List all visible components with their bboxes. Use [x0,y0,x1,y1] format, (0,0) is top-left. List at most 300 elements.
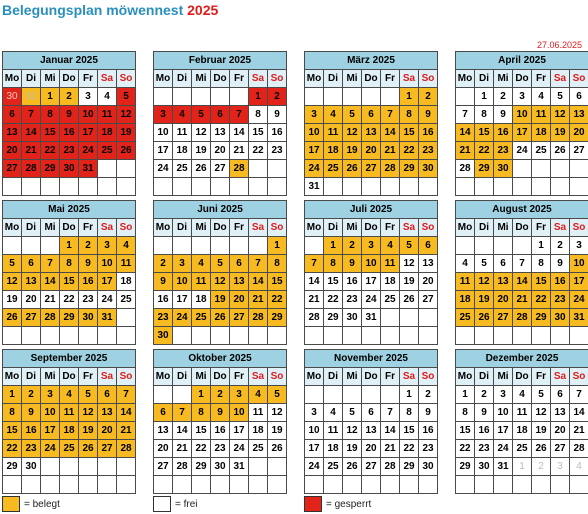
weekday-header: So [117,70,136,88]
day-cell: 8 [324,255,343,273]
day-cell: 7 [41,255,60,273]
month-header: April 2025 [456,52,588,70]
weekday-header: Fr [532,70,551,88]
empty-cell [419,178,438,196]
day-cell: 16 [268,124,287,142]
day-cell: 30 [211,458,230,476]
empty-cell [494,327,513,345]
day-cell: 14 [41,273,60,291]
empty-cell [173,237,192,255]
day-cell: 29 [456,458,475,476]
day-cell: 8 [400,106,419,124]
day-cell: 31 [494,458,513,476]
weekday-header: Mo [3,368,22,386]
day-cell: 24 [41,440,60,458]
weekday-header: Do [211,70,230,88]
day-cell: 10 [173,273,192,291]
empty-cell [494,476,513,494]
empty-cell [513,237,532,255]
weekday-header: So [268,219,287,237]
empty-cell [3,476,22,494]
day-cell: 15 [475,124,494,142]
day-cell: 17 [570,273,588,291]
weekday-header: Di [324,219,343,237]
day-cell: 9 [551,255,570,273]
weekday-header: Sa [551,219,570,237]
day-cell: 15 [192,422,211,440]
day-cell: 1 [249,88,268,106]
weekday-header: Sa [249,70,268,88]
weekday-header: Do [513,219,532,237]
empty-cell [249,476,268,494]
day-cell: 22 [192,440,211,458]
day-cell: 28 [305,309,324,327]
day-cell: 5 [475,255,494,273]
day-cell: 26 [268,440,287,458]
week-row [305,255,438,273]
day-cell: 17 [362,273,381,291]
day-cell: 25 [98,142,117,160]
empty-cell [173,178,192,196]
empty-cell [456,178,475,196]
empty-cell [211,178,230,196]
day-cell: 11 [173,124,192,142]
day-cell: 6 [98,386,117,404]
day-cell: 9 [154,273,173,291]
day-cell: 14 [173,422,192,440]
empty-cell [268,160,287,178]
day-cell: 31 [362,309,381,327]
week-row [3,273,136,291]
day-cell: 7 [117,386,136,404]
weekday-header: Fr [230,70,249,88]
weekday-header: So [268,368,287,386]
empty-cell [249,327,268,345]
day-cell: 12 [79,404,98,422]
empty-cell [3,237,22,255]
empty-cell [154,386,173,404]
day-cell: 27 [419,291,438,309]
day-cell: 28 [230,160,249,178]
weekday-header: Di [22,368,41,386]
day-cell: 5 [117,88,136,106]
week-row [3,160,136,178]
day-cell: 21 [230,142,249,160]
day-cell: 18 [513,422,532,440]
day-cell: 16 [343,273,362,291]
day-cell: 6 [419,237,438,255]
weekday-header: Fr [230,368,249,386]
weekday-header: Di [173,70,192,88]
weekday-header: Fr [532,368,551,386]
month-calendar [455,51,588,196]
day-cell: 13 [154,422,173,440]
day-cell: 5 [343,106,362,124]
day-cell: 17 [494,422,513,440]
empty-cell [324,476,343,494]
day-cell: 11 [117,255,136,273]
weekday-header: So [268,70,287,88]
weekday-header: Fr [381,368,400,386]
weekday-header: So [570,368,588,386]
empty-cell [211,327,230,345]
weekday-header: Mi [192,70,211,88]
day-cell: 24 [305,160,324,178]
day-cell: 20 [570,124,588,142]
day-cell: 5 [343,404,362,422]
day-cell: 19 [475,291,494,309]
day-cell: 1 [3,386,22,404]
day-cell: 21 [305,291,324,309]
day-cell: 22 [324,291,343,309]
day-cell: 7 [513,255,532,273]
week-row [3,458,136,476]
day-cell: 13 [3,124,22,142]
title-text: Belegungsplan möwennest [2,2,184,18]
weekday-header: Mi [343,368,362,386]
empty-cell [532,327,551,345]
day-cell: 13 [230,273,249,291]
day-cell: 8 [60,255,79,273]
week-row [456,386,588,404]
day-cell: 18 [192,291,211,309]
week-row [305,458,438,476]
day-cell: 11 [381,255,400,273]
day-cell: 30 [419,160,438,178]
day-cell: 2 [154,255,173,273]
day-cell: 13 [362,124,381,142]
weekday-header: Sa [551,368,570,386]
day-cell: 19 [117,124,136,142]
day-cell: 28 [381,458,400,476]
weekday-header: Do [362,219,381,237]
day-cell: 14 [230,124,249,142]
day-cell: 28 [513,309,532,327]
empty-cell [381,327,400,345]
day-cell: 1 [192,386,211,404]
day-cell: 6 [570,88,588,106]
day-cell: 28 [249,309,268,327]
day-cell: 16 [419,422,438,440]
day-cell: 21 [22,142,41,160]
day-cell: 16 [551,273,570,291]
day-cell: 4 [117,237,136,255]
weekday-header: Sa [400,219,419,237]
empty-cell [324,88,343,106]
day-cell: 4 [249,386,268,404]
weekday-header: Do [60,219,79,237]
day-cell: 24 [570,291,588,309]
month-header: Januar 2025 [3,52,136,70]
weekday-header: Mi [494,368,513,386]
week-row [154,404,287,422]
day-cell: 21 [249,291,268,309]
weekday-header: Sa [400,368,419,386]
empty-cell [381,88,400,106]
day-cell: 16 [79,273,98,291]
empty-cell [249,458,268,476]
day-cell: 25 [249,440,268,458]
empty-cell [419,309,438,327]
day-cell: 7 [381,106,400,124]
empty-cell [343,327,362,345]
month-calendar [2,51,136,196]
empty-cell [532,178,551,196]
week-row [154,440,287,458]
empty-cell [475,327,494,345]
day-cell: 17 [154,142,173,160]
day-cell: 16 [419,124,438,142]
day-cell: 27 [570,142,588,160]
weekday-header: Sa [98,70,117,88]
weekday-header: Di [475,219,494,237]
empty-cell [192,327,211,345]
day-cell: 3 [551,458,570,476]
month-calendar [153,51,287,196]
week-row [456,273,588,291]
empty-cell [41,327,60,345]
weekday-header: Mi [41,368,60,386]
day-cell: 3 [494,386,513,404]
week-row [154,422,287,440]
weekday-header: Fr [532,219,551,237]
day-cell: 20 [98,422,117,440]
empty-cell [324,178,343,196]
weekday-header: Do [513,70,532,88]
empty-cell [362,386,381,404]
empty-cell [362,476,381,494]
week-row [456,160,588,178]
day-cell: 29 [475,160,494,178]
day-cell: 6 [230,255,249,273]
empty-cell [324,327,343,345]
empty-cell [305,476,324,494]
empty-cell [79,476,98,494]
weekday-header: Fr [381,70,400,88]
weekday-header: Mo [305,70,324,88]
day-cell: 7 [381,404,400,422]
empty-cell [249,178,268,196]
week-row [305,291,438,309]
month-header: März 2025 [305,52,438,70]
weekday-header: So [570,70,588,88]
day-cell: 25 [173,160,192,178]
empty-cell [192,88,211,106]
day-cell: 17 [79,124,98,142]
week-row [3,124,136,142]
day-cell: 8 [400,404,419,422]
day-cell: 22 [3,440,22,458]
legend-belegt [2,495,60,513]
day-cell: 28 [456,160,475,178]
day-cell: 27 [551,440,570,458]
empty-cell [41,476,60,494]
weekday-header: Do [60,70,79,88]
empty-cell [570,327,588,345]
day-cell: 13 [551,404,570,422]
day-cell: 5 [79,386,98,404]
month-calendar [153,200,287,345]
day-cell: 21 [117,422,136,440]
day-cell: 23 [419,440,438,458]
weekday-header: Di [22,70,41,88]
weekday-header: Di [22,219,41,237]
weekday-header: Fr [230,219,249,237]
day-cell: 16 [494,124,513,142]
day-cell: 19 [192,142,211,160]
legend-swatch-belegt [2,496,20,512]
week-row [3,255,136,273]
day-cell: 6 [3,106,22,124]
day-cell: 31 [570,309,588,327]
week-row [456,237,588,255]
day-cell: 23 [475,440,494,458]
week-row [154,106,287,124]
day-cell: 13 [211,124,230,142]
empty-cell [230,237,249,255]
empty-cell [60,476,79,494]
empty-cell [268,178,287,196]
title-year: 2025 [187,2,219,18]
day-cell: 4 [456,255,475,273]
day-cell: 7 [456,106,475,124]
day-cell: 15 [268,273,287,291]
day-cell: 12 [343,422,362,440]
weekday-header: Do [211,219,230,237]
day-cell: 12 [3,273,22,291]
month-header: August 2025 [456,201,588,219]
day-cell: 1 [60,237,79,255]
day-cell: 26 [117,142,136,160]
day-cell: 6 [494,255,513,273]
weekday-header: Do [60,368,79,386]
day-cell: 22 [400,440,419,458]
empty-cell [22,178,41,196]
day-cell: 14 [305,273,324,291]
day-cell: 29 [3,458,22,476]
week-row [154,237,287,255]
empty-cell [362,178,381,196]
week-row [154,178,287,196]
week-row [3,142,136,160]
day-cell: 30 [3,88,22,106]
day-cell: 29 [532,309,551,327]
empty-cell [400,309,419,327]
legend-label-belegt: = belegt [24,498,60,510]
day-cell: 28 [570,440,588,458]
weekday-header: Di [173,368,192,386]
day-cell: 15 [532,273,551,291]
week-row [154,458,287,476]
empty-cell [3,327,22,345]
empty-cell [456,88,475,106]
day-cell: 8 [3,404,22,422]
empty-cell [41,178,60,196]
day-cell: 30 [154,327,173,345]
day-cell: 2 [475,386,494,404]
week-row [305,440,438,458]
empty-cell [117,476,136,494]
empty-cell [79,458,98,476]
day-cell: 14 [513,273,532,291]
empty-cell [22,476,41,494]
week-row [305,88,438,106]
day-cell: 14 [22,124,41,142]
day-cell: 8 [41,106,60,124]
day-cell: 29 [60,309,79,327]
day-cell: 3 [154,106,173,124]
day-cell: 21 [173,440,192,458]
empty-cell [192,476,211,494]
week-row [3,386,136,404]
day-cell: 3 [305,106,324,124]
month-header: September 2025 [3,350,136,368]
empty-cell [381,386,400,404]
day-cell: 1 [532,237,551,255]
empty-cell [154,237,173,255]
day-cell: 28 [41,309,60,327]
day-cell: 1 [400,88,419,106]
empty-cell [456,476,475,494]
day-cell: 27 [362,160,381,178]
empty-cell [494,178,513,196]
day-cell: 5 [400,237,419,255]
empty-cell [305,386,324,404]
day-cell: 23 [22,440,41,458]
empty-cell [475,178,494,196]
empty-cell [305,88,324,106]
empty-cell [513,178,532,196]
day-cell: 29 [41,160,60,178]
day-cell: 9 [419,106,438,124]
legend-gesperrt [304,495,371,513]
day-cell: 8 [249,106,268,124]
day-cell: 15 [400,124,419,142]
day-cell: 2 [268,88,287,106]
day-cell: 19 [79,422,98,440]
empty-cell [532,476,551,494]
day-cell: 26 [400,291,419,309]
day-cell: 16 [475,422,494,440]
day-cell: 13 [22,273,41,291]
day-cell: 10 [98,255,117,273]
day-cell: 5 [211,255,230,273]
day-cell: 9 [268,106,287,124]
day-cell: 10 [305,422,324,440]
empty-cell [532,160,551,178]
day-cell: 1 [41,88,60,106]
week-row [456,124,588,142]
day-cell: 30 [419,458,438,476]
empty-cell [305,327,324,345]
week-row [305,386,438,404]
day-cell: 6 [551,386,570,404]
empty-cell [211,88,230,106]
weekday-header: Di [324,70,343,88]
day-cell: 31 [79,160,98,178]
week-row [3,178,136,196]
day-cell: 21 [381,440,400,458]
empty-cell [211,237,230,255]
day-cell: 25 [324,458,343,476]
week-row [3,327,136,345]
week-row [305,160,438,178]
day-cell: 16 [60,124,79,142]
day-cell: 13 [570,106,588,124]
week-row [3,88,136,106]
empty-cell [154,476,173,494]
weekday-header: Mo [305,219,324,237]
